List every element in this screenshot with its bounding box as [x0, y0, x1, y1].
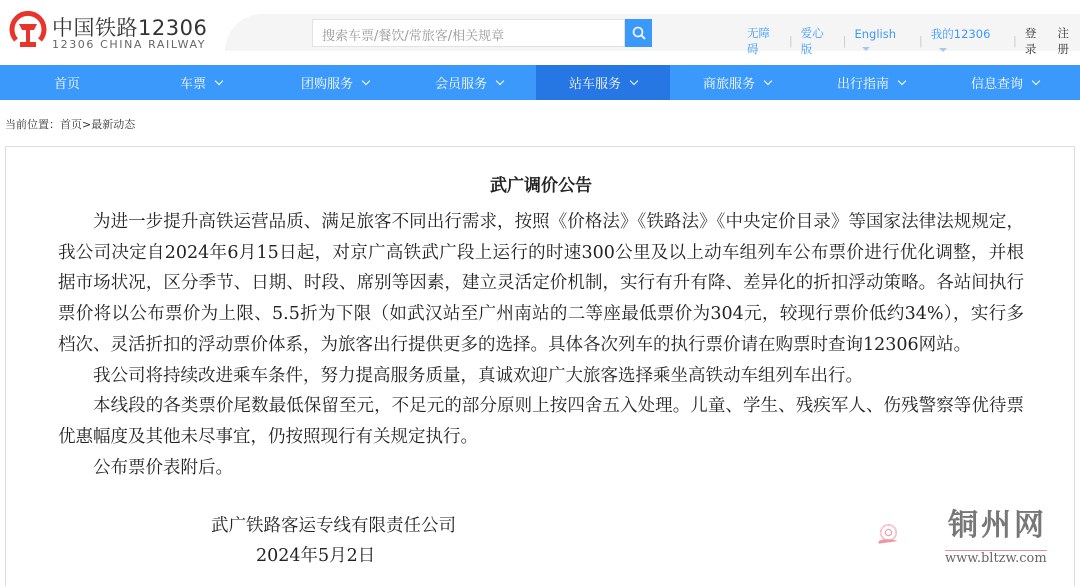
article-body — [58, 207, 1024, 483]
chevron-down-icon — [496, 76, 504, 84]
watermark-logo-icon — [878, 500, 948, 570]
nav-tickets[interactable] — [134, 65, 268, 100]
article-paragraph: 公布票价表附后。 — [93, 457, 233, 478]
my-12306-label: 我的12306 — [930, 27, 991, 41]
nav-group-service[interactable] — [268, 65, 402, 100]
caret-down-icon — [939, 48, 947, 52]
chevron-down-icon — [764, 76, 772, 84]
language-dropdown[interactable] — [854, 27, 910, 55]
search-button[interactable] — [625, 19, 652, 47]
chevron-down-icon — [898, 76, 906, 84]
header — [0, 0, 1080, 65]
nav-label: 信息查询 — [970, 77, 1023, 92]
watermark-name: 铜州网 — [948, 508, 1047, 543]
nav-label: 站车服务 — [568, 77, 621, 92]
china-railway-logo-icon[interactable] — [8, 10, 48, 52]
article-title: 武广调价公告 — [490, 176, 592, 196]
my-12306-dropdown[interactable] — [931, 26, 1005, 56]
article-paragraph: 我公司将持续改进乘车条件，努力提高服务质量，真诚欢迎广大旅客选择乘坐高铁动车组列车出行。 — [93, 365, 863, 386]
nav-home[interactable] — [0, 65, 134, 100]
nav-info-query[interactable] — [938, 65, 1072, 100]
article-paragraph: 本线段的各类票价尾数最低保留至元，不足元的部分原则上按四舍五入处理。儿童、学生、残疾军人、伤残警察等优待票优惠幅度及其他未尽事宜，仍按照现行有关规定执行。 — [58, 396, 1024, 447]
chevron-down-icon — [630, 76, 638, 84]
search-input[interactable]: 搜索车票/餐饮/常旅客/相关规章 — [312, 19, 625, 47]
nav-label: 团购服务 — [300, 77, 353, 92]
nav-label: 首页 — [53, 77, 80, 92]
nav-label: 车票 — [179, 77, 206, 92]
nav-member-service[interactable] — [402, 65, 536, 100]
breadcrumb: 当前位置：首页>最新动态 — [5, 118, 136, 131]
search-icon — [632, 26, 646, 40]
main-nav — [0, 65, 1080, 100]
nav-label: 会员服务 — [434, 77, 487, 92]
nav-business-travel[interactable] — [670, 65, 804, 100]
login-link[interactable]: 登录 — [1024, 26, 1037, 56]
language-label: English — [854, 27, 896, 41]
brand-title[interactable]: 中国铁路12306 — [52, 16, 208, 40]
watermark-url: www.bltzw.com — [945, 551, 1047, 566]
nav-travel-guide[interactable] — [804, 65, 938, 100]
nav-label: 商旅服务 — [702, 77, 755, 92]
article-paragraph: 为进一步提升高铁运营品质、满足旅客不同出行需求，按照《价格法》《铁路法》《中央定价目录》等国家法律法规规定，我公司决定自2024年6月15日起，对京广高铁武广段上运行的时速300公里及以上动车组列车公布票价进行优化调整，并根据市场状况，区分季节、日期、时段、席别等因素，建立灵活定价机制，实行有升有降、差异化的折扣浮动策略。各站间执行票价将以公布票价为上限、5.5折为下限（如武汉站至广州南站的二等座最低票价为304元，较现行票价低约34%），实行多档次、灵活折扣的浮动票价体系，为旅客出行提供更多的选择。具体各次列车的执行票价请在购票时查询12306网站。 — [58, 212, 1024, 355]
caret-down-icon — [862, 47, 870, 51]
brand-subtitle: 12306 CHINA RAILWAY — [52, 38, 207, 51]
chevron-down-icon — [215, 76, 223, 84]
care-version-link[interactable]: 爱心版 — [800, 26, 824, 56]
register-link[interactable]: 注册 — [1057, 26, 1069, 56]
nav-station-service[interactable] — [536, 65, 670, 100]
article-signature: 武广铁路客运专线有限责任公司 — [211, 516, 456, 536]
chevron-down-icon — [1032, 76, 1040, 84]
chevron-down-icon — [362, 76, 370, 84]
article-date: 2024年5月2日 — [256, 546, 376, 566]
accessibility-link[interactable]: 无障碍 — [747, 26, 770, 56]
nav-label: 出行指南 — [836, 77, 889, 92]
top-links: 无障碍 | 爱心版 | English | 我的12306 | 登录 注册 — [747, 25, 1080, 57]
